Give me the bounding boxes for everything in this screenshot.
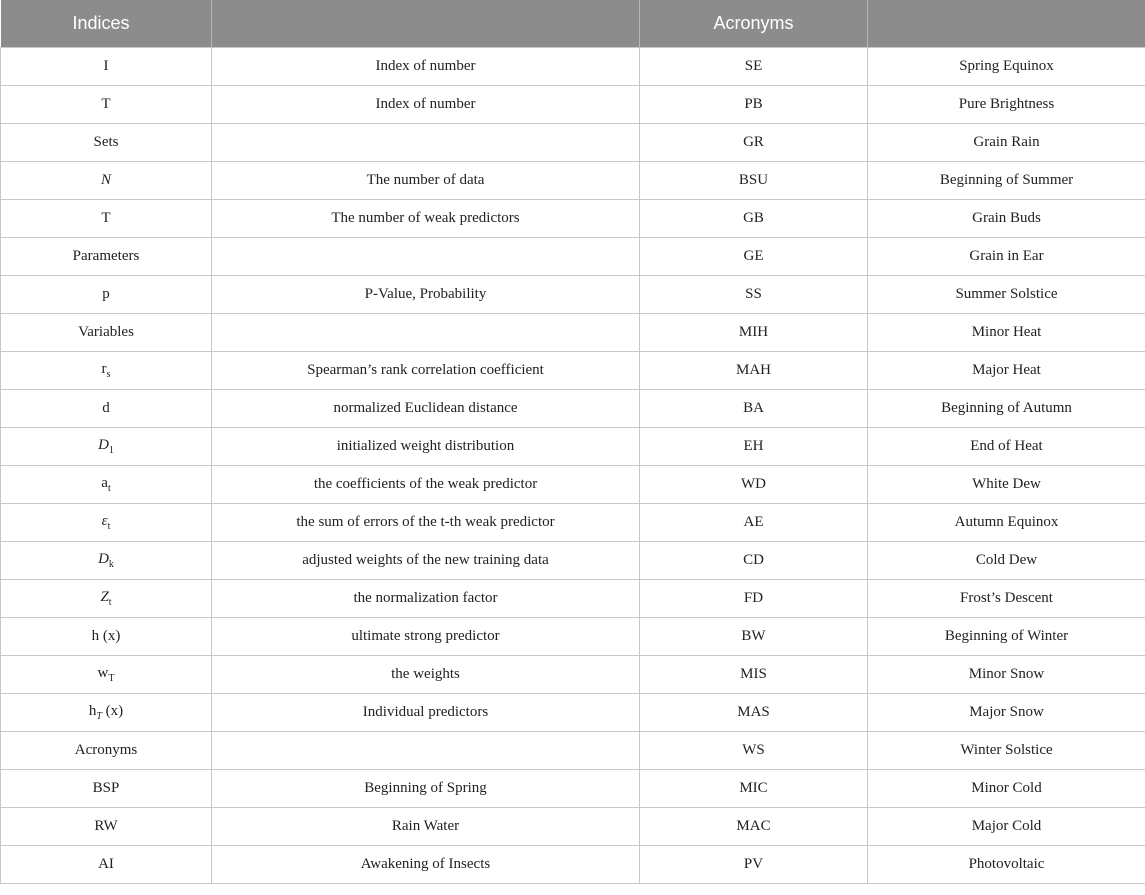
description-cell (212, 390, 640, 428)
acronym-cell (640, 656, 868, 694)
table-row (1, 276, 1145, 314)
table-row (1, 428, 1145, 466)
acronym-cell (640, 846, 868, 884)
description-cell (212, 48, 640, 86)
cell-text: SS (745, 286, 762, 302)
cell-text: T (101, 96, 111, 112)
cell-text: PV (743, 856, 764, 872)
acronym-meaning-cell (868, 542, 1145, 580)
acronym-meaning-cell (868, 504, 1145, 542)
cell-text: normalized Euclidean distance (333, 400, 518, 416)
cell-text: D (98, 551, 109, 567)
acronym-meaning-cell (868, 808, 1145, 846)
acronym-meaning-cell (868, 428, 1145, 466)
cell-text: Acronyms (74, 742, 138, 758)
description-cell (212, 428, 640, 466)
cell-text: Photovoltaic (968, 856, 1045, 872)
table-row (1, 200, 1145, 238)
cell-text: MAH (735, 362, 771, 378)
description-cell (212, 542, 640, 580)
description-cell (212, 732, 640, 770)
acronym-meaning-cell (868, 732, 1145, 770)
cell-text: Beginning of Autumn (941, 400, 1072, 416)
acronym-meaning-cell (868, 352, 1145, 390)
cell-text: SE (744, 58, 763, 74)
cell-text: GB (743, 210, 764, 226)
cell-text: Beginning of Summer (939, 172, 1074, 188)
cell-text: Beginning of Spring (364, 780, 487, 796)
cell-text: a (101, 475, 108, 491)
cell-text: AE (743, 514, 764, 530)
cell-text: MIS (740, 666, 767, 682)
header-blank-1 (212, 0, 640, 48)
cell-text: Grain in Ear (969, 248, 1044, 264)
description-cell (212, 276, 640, 314)
symbol-cell (1, 542, 212, 580)
acronym-meaning-cell (868, 694, 1145, 732)
table-row (1, 504, 1145, 542)
cell-text: Z (100, 589, 109, 605)
acronym-meaning-cell (868, 238, 1145, 276)
description-cell (212, 808, 640, 846)
symbol-cell (1, 86, 212, 124)
cell-text: EH (743, 438, 764, 454)
cell-text: ε (101, 513, 108, 529)
table-row (1, 314, 1145, 352)
cell-text: Index of number (375, 58, 476, 74)
table-body (1, 48, 1145, 884)
acronym-meaning-cell (868, 314, 1145, 352)
acronym-cell (640, 504, 868, 542)
acronym-meaning-cell (868, 86, 1145, 124)
symbol-cell (1, 124, 212, 162)
cell-text: adjusted weights of the new training data (302, 552, 549, 568)
cell-subscript: 1 (108, 445, 114, 456)
cell-text: BSP (92, 780, 120, 796)
cell-text: White Dew (972, 476, 1041, 492)
table-row (1, 808, 1145, 846)
header-row (1, 0, 1145, 48)
acronym-cell (640, 808, 868, 846)
cell-text: FD (743, 590, 764, 606)
table-row (1, 618, 1145, 656)
description-cell (212, 352, 640, 390)
cell-text: r (101, 361, 107, 377)
description-cell (212, 162, 640, 200)
cell-text: the sum of errors of the t-th weak predictor (296, 514, 555, 530)
symbol-cell (1, 276, 212, 314)
cell-text: Variables (78, 324, 134, 340)
cell-text: Minor Heat (971, 324, 1042, 340)
cell-subscript: t (108, 597, 112, 608)
acronym-meaning-cell (868, 162, 1145, 200)
cell-text: Major Cold (971, 818, 1042, 834)
cell-text: GR (743, 134, 764, 150)
description-cell (212, 580, 640, 618)
cell-text: BA (743, 400, 764, 416)
acronym-cell (640, 162, 868, 200)
acronym-cell (640, 466, 868, 504)
table-row (1, 732, 1145, 770)
cell-text: Beginning of Winter (944, 628, 1069, 644)
cell-text: ultimate strong predictor (351, 628, 500, 644)
acronym-meaning-cell (868, 390, 1145, 428)
cell-text: h (x) (91, 628, 121, 644)
description-cell (212, 846, 640, 884)
cell-text: BSU (738, 172, 769, 188)
cell-subscript: k (108, 559, 114, 570)
cell-text: Major Snow (969, 704, 1044, 720)
acronym-cell (640, 200, 868, 238)
acronym-cell (640, 352, 868, 390)
cell-suffix: (x) (101, 703, 124, 719)
table-row (1, 238, 1145, 276)
cell-text: RW (94, 818, 118, 834)
table-row (1, 466, 1145, 504)
cell-text: MIH (738, 324, 769, 340)
cell-text: Awakening of Insects (360, 856, 491, 872)
cell-text: Frost’s Descent (960, 590, 1053, 606)
table-row (1, 542, 1145, 580)
table-row (1, 656, 1145, 694)
symbol-cell (1, 352, 212, 390)
cell-text: WS (742, 742, 765, 758)
header-indices: Indices (1, 0, 212, 48)
cell-text: the weights (391, 666, 460, 682)
cell-subscript: t (107, 521, 111, 532)
symbol-cell (1, 770, 212, 808)
cell-text: D (98, 437, 109, 453)
cell-text: w (97, 665, 109, 681)
cell-text: Sets (93, 134, 119, 150)
table-row (1, 162, 1145, 200)
acronym-cell (640, 770, 868, 808)
cell-text: d (102, 400, 110, 416)
acronym-cell (640, 124, 868, 162)
acronym-cell (640, 238, 868, 276)
cell-text: GE (743, 248, 764, 264)
cell-subscript: T (108, 673, 115, 684)
cell-text: AI (98, 856, 114, 872)
cell-text: Autumn Equinox (954, 514, 1059, 530)
cell-text: BW (741, 628, 766, 644)
cell-text: End of Heat (970, 438, 1043, 454)
description-cell (212, 314, 640, 352)
cell-text: Major Heat (972, 362, 1041, 378)
cell-text: Minor Snow (968, 666, 1045, 682)
table-row (1, 770, 1145, 808)
symbol-cell (1, 580, 212, 618)
cell-text: Parameters (72, 248, 140, 264)
acronym-meaning-cell (868, 618, 1145, 656)
acronym-cell (640, 48, 868, 86)
cell-text: The number of weak predictors (331, 210, 520, 226)
description-cell (212, 86, 640, 124)
cell-text: I (103, 58, 109, 74)
acronym-cell (640, 276, 868, 314)
cell-text: Spring Equinox (959, 58, 1054, 74)
acronym-cell (640, 694, 868, 732)
cell-text: MAC (736, 818, 771, 834)
cell-text: Grain Buds (972, 210, 1041, 226)
description-cell (212, 200, 640, 238)
acronym-cell (640, 542, 868, 580)
symbol-cell (1, 238, 212, 276)
symbol-cell (1, 314, 212, 352)
table-row (1, 846, 1145, 884)
table-row (1, 580, 1145, 618)
description-cell (212, 124, 640, 162)
cell-text: P-Value, Probability (364, 286, 487, 302)
cell-text: MIC (739, 780, 768, 796)
cell-text: Rain Water (391, 818, 460, 834)
header-acronyms: Acronyms (640, 0, 868, 48)
acronym-meaning-cell (868, 200, 1145, 238)
acronym-cell (640, 314, 868, 352)
cell-text: Grain Rain (973, 134, 1040, 150)
cell-text: Spearman’s rank correlation coefficient (307, 362, 544, 378)
cell-text: Pure Brightness (958, 96, 1055, 112)
acronym-meaning-cell (868, 466, 1145, 504)
symbol-cell (1, 200, 212, 238)
acronym-cell (640, 580, 868, 618)
symbol-cell (1, 390, 212, 428)
symbol-cell (1, 694, 212, 732)
cell-text: N (100, 172, 111, 188)
cell-text: MAS (737, 704, 770, 720)
cell-text: the normalization factor (353, 590, 498, 606)
cell-text: Winter Solstice (960, 742, 1053, 758)
symbol-cell (1, 846, 212, 884)
description-cell (212, 618, 640, 656)
description-cell (212, 770, 640, 808)
acronym-meaning-cell (868, 770, 1145, 808)
symbol-cell (1, 162, 212, 200)
cell-text: initialized weight distribution (336, 438, 515, 454)
cell-text: Index of number (375, 96, 476, 112)
acronym-meaning-cell (868, 48, 1145, 86)
acronym-meaning-cell (868, 846, 1145, 884)
cell-subscript: t (107, 483, 111, 494)
acronym-meaning-cell (868, 276, 1145, 314)
table-header (1, 0, 1145, 48)
table-row (1, 86, 1145, 124)
cell-text: Cold Dew (975, 552, 1038, 568)
symbol-cell (1, 428, 212, 466)
table-row (1, 352, 1145, 390)
acronym-meaning-cell (868, 580, 1145, 618)
cell-text: PB (744, 96, 763, 112)
symbol-cell (1, 466, 212, 504)
acronym-meaning-cell (868, 656, 1145, 694)
acronym-cell (640, 428, 868, 466)
symbol-cell (1, 504, 212, 542)
symbol-cell (1, 618, 212, 656)
cell-text: CD (743, 552, 764, 568)
acronym-cell (640, 390, 868, 428)
acronym-cell (640, 86, 868, 124)
description-cell (212, 238, 640, 276)
description-cell (212, 466, 640, 504)
cell-text: the coefficients of the weak predictor (313, 476, 538, 492)
cell-text: T (101, 210, 111, 226)
cell-text: h (88, 703, 97, 719)
acronym-cell (640, 618, 868, 656)
table-row (1, 48, 1145, 86)
symbol-cell (1, 732, 212, 770)
table-row (1, 694, 1145, 732)
cell-text: WD (741, 476, 766, 492)
table-row (1, 390, 1145, 428)
cell-text: Summer Solstice (955, 286, 1058, 302)
cell-subscript: s (106, 369, 111, 380)
table-row (1, 124, 1145, 162)
cell-subscript: T (96, 711, 102, 722)
symbol-cell (1, 48, 212, 86)
description-cell (212, 656, 640, 694)
header-blank-2 (868, 0, 1145, 48)
symbol-cell (1, 808, 212, 846)
description-cell (212, 504, 640, 542)
symbol-cell (1, 656, 212, 694)
cell-text: The number of data (366, 172, 485, 188)
cell-text: p (102, 286, 110, 302)
acronym-meaning-cell (868, 124, 1145, 162)
cell-text: Minor Cold (971, 780, 1042, 796)
cell-text: Individual predictors (362, 704, 489, 720)
description-cell (212, 694, 640, 732)
acronym-cell (640, 732, 868, 770)
